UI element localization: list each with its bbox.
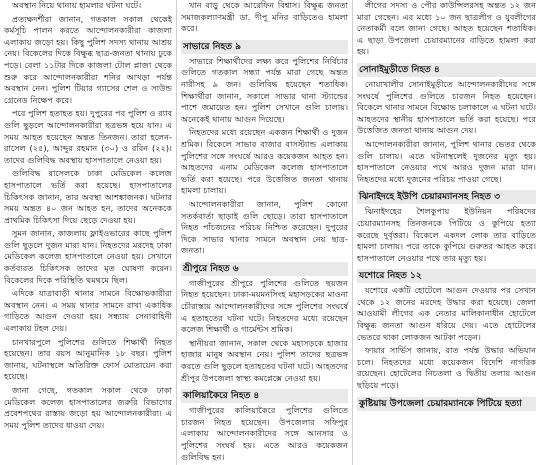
article-paragraph: সাভারে শিক্ষার্থীদের লক্ষ্য করে পুলিশের নির্বিচার গুলিতে গতকাল সন্ধ্যা পর্যন্ত মারা গেছে অন্তত নারীসহ ৯ জন। গুলিবিদ্ধ হয়েছেন শতাধিক। শিক্ষার্থীরা জানান, সকালে সাভার থানা স্ট্যান্ডের পাশে জমায়েত হন। পুলিশ সেখানে গুলি চালায়। অনেকেই থানায় আগুন দিয়েছে। <box>181 55 348 124</box>
column-body <box>4 0 172 431</box>
article-paragraph: সুমন জানান, কাজলায় ফ্লাইওভারের কাছে পুলিশ গুলি ছুড়লে দুজন মারা যান। নিহতদের মরদেহ ঢাকা মেডিকেল কলেজ হাসপাতালে নেওয়া হয়। সেখানে কর্তব্যরত চিকিৎসক তাদের মৃত ঘোষণা করেন। বিকেলের দিকে পরিস্থিতি থমথমে ছিল। <box>4 228 172 285</box>
article-paragraph: আন্দোলনকারীরা জানান, পুলিশ থানার ভেতর থেকে গুলি চালায়। এতে ঘটনাস্থলেই দুজনের মৃত্যু হয়। হাসপাতালে নেওয়ার পথে আরও দুজন মারা যান। নিহতদের মধ্যে দুজনের পরিচয় পাওয়া গেছে। <box>357 138 536 184</box>
article-paragraph: গাজীপুরের কালিয়াকৈরে পুলিশের গুলিতে চারজন নিহত হয়েছেন। উপজেলার সফিপুর এলাকায় আন্দোলনকারীদের সঙ্গে আনসার ও পুলিশের সংঘর্ষ হয়। এতে আরও কয়েকজন গুলিবিদ্ধ হন। <box>181 405 348 462</box>
column-body <box>181 0 348 463</box>
column-3 <box>352 0 540 465</box>
article-paragraph: চানখারপুলে পুলিশের গুলিতে শিক্ষার্থী নিহত হয়েছেন। তার বয়স আনুমানিক ১৮ বছর। পুলিশ জানায়, ঘটনাস্থলে অতিরিক্ত ফোর্স মোতায়েন করা হয়েছে। <box>4 336 172 382</box>
section-heading: ঝিনাইদহে ইউপি চেয়ারম্যানসহ নিহত ৩ <box>357 190 536 204</box>
article-paragraph: যশোরে একটি হোটেলে আগুন দেওয়ার পর সেখান থেকে ১২ জনের মরদেহ উদ্ধার করা হয়েছে। জেলা আওয়ামী লীগের এক নেতার মালিকানাধীন হোটেলে বিক্ষুব্ধ জনতা আগুন ধরিয়ে দেয়। এতে হোটেলের ভেতরে থাকা লোকজন আটকা পড়েন। <box>357 285 536 342</box>
article-paragraph: গুলিবিদ্ধ রাসেলকে ঢাকা মেডিকেল কলেজ হাসপাতালে ভর্তি করা হয়েছে। হাসপাতালের চিকিৎসক জানান, তার অবস্থা আশঙ্কাজনক। ঘটনার সময় অন্তত ৪০ জন আহত হন, তাদের অনেককে প্রাথমিক চিকিৎসা দিয়ে ছেড়ে দেওয়া হয়। <box>4 168 172 225</box>
article-paragraph: জানা গেছে, গতকাল সকাল থেকে ঢাকা মেডিকেল কলেজ হাসপাতালের জরুরি বিভাগের প্রবেশপথের রাস্তায় জড়ো হয় আন্দোলনকারীরা। এ সময় পুলিশ তাদের ধাওয়া দেয়। <box>4 385 172 430</box>
section-heading: কালিয়াকৈরে নিহত ৪ <box>181 389 348 403</box>
article-paragraph: লীগের সদস্য ও পৌর কাউন্সিলরসহ অন্তত ১২ জন মারা গেছেন। এর মধ্যে ১০ জন ছাত্রলীগ ও যুবলীগের নেতাকর্মী বলে জানা গেছে। আহত হয়েছেন শতাধিক। এ ছাড়া উপজেলা চেয়ারম্যানের বাড়িতে হামলা করা হয়। <box>357 0 536 57</box>
section-heading: যশোরে নিহত ১২ <box>357 269 536 283</box>
section-heading: কুষ্টিয়ায় উপজেলা চেয়ারম্যানকে পিটিয়ে হত্যা <box>357 397 536 411</box>
section-heading: সোনাইমুড়ীতে নিহত ৪ <box>357 63 536 77</box>
section-heading: শ্রীপুরে নিহত ৬ <box>181 262 348 276</box>
article-paragraph: ফায়ার সার্ভিস জানায়, রাত পর্যন্ত উদ্ধার অভিযান চলে। নিহতদের মধ্যে কয়েকজন বিদেশি নাগরিক রয়েছেন। হোটেলের নিচতলা ও দ্বিতীয় তলায় আগুন ছড়িয়ে পড়ে। <box>357 345 536 391</box>
column-2 <box>176 0 352 465</box>
article-paragraph: প্রত্যক্ষদর্শীরা জানান, গতকাল সকাল থেকেই কর্মসূচি পালন করতে আন্দোলনকারীরা কাজলা এলাকায় জড়ো হয়। কিছু পুলিশ সদস্য থানায় আশ্রয় নেয়। বিকেলের দিকে বিক্ষুব্ধ ছাত্র-জনতা থানায় ঢুকে পড়ে। বেলা ১১টার দিকে কাজলা টোল প্লাজা থেকে শুরু করে আন্দোলনকারীরা শনির আখড়া পর্যন্ত অবস্থান নেন। পুলিশ টিয়ার গ্যাসের শেল ও সাউন্ড গ্রেনেড নিক্ষেপ করে। <box>4 13 172 105</box>
article-paragraph: পরে পুলিশ হতাহত হয়। দুপুরের পর পুলিশ ও র‍্যাব গুলি ছুড়লে আন্দোলনকারীরা ছত্রভঙ্গ হয়ে যান। এ সময় আহত হয়েছেন অন্তত তিনজন। তারা হলেন- রাসেল (২৫), আব্দুর রহমান (৩০) ও রবিন (২২)। তাদের গুলিবিদ্ধ অবস্থায় হাসপাতালে নেওয়া হয়। <box>4 108 172 165</box>
article-paragraph: আন্দোলনকারীরা জানান, পুলিশ কোনো সতর্কবার্তা ছাড়াই গুলি ছোড়ে। তারা হাসপাতালে নিহত পাঁচজনের পরিচয় নিশ্চিত করেছেন। দুপুরের দিকে সাভার থানার সামনে অবস্থান নেয় ছাত্র-জনতা। <box>181 198 348 256</box>
article-paragraph: স্থানীয়রা জানান, সকাল থেকে মহাসড়কে হাজার হাজার মানুষ অবস্থান নেয়। পুলিশ তাদের ছত্রভঙ্গ করতে গুলি ছুড়লে হতাহতের ঘটনা ঘটে। আহতদের শ্রীপুর উপজেলা স্বাস্থ্য কমপ্লেক্সে নেওয়া হয়। <box>181 337 348 383</box>
column-body <box>357 0 536 411</box>
article-paragraph: অবস্থান নিয়ে থানায় হামলার ঘটনা ঘটে। <box>12 0 142 10</box>
article-paragraph: খান বাড়ু থেকে আরেফিন বিশ্বাস। বিক্ষুব্ধ জনতা সমাজকল্যাণমন্ত্রী ডা. দীপু মনির বাড়িতেও হামলা করে। <box>181 0 348 34</box>
article-paragraph: এদিকে যাত্রাবাড়ী থানার সামনে বিক্ষোভকারীরা অবস্থান নেন। এ সময় থানার সামনে রাখা একাধিক গাড়িতে আগুন দেওয়া হয়। সন্ধ্যায় সেনাবাহিনী এলাকায় টহল দেয়। <box>4 288 172 334</box>
article-paragraph: গাজীপুরের শ্রীপুরে পুলিশের গুলিতে ছয়জন নিহত হয়েছেন। ঢাকা-ময়মনসিংহ মহাসড়কের মাওনা চৌরাস্তায় আন্দোলনকারীদের সঙ্গে পুলিশের সংঘর্ষে এ হতাহতের ঘটনা ঘটে। নিহতদের মধ্যে রয়েছেন কলেজ শিক্ষার্থী ও গার্মেন্টস শ্রমিক। <box>181 277 348 335</box>
column-1 <box>0 0 176 465</box>
section-heading: সাভারে নিহত ৯ <box>181 40 348 54</box>
article-paragraph: ঝিনাইদহের শৈলকুপায় ইউনিয়ন পরিষদের চেয়ারম্যানসহ তিনজনকে পিটিয়ে ও কুপিয়ে হত্যা করেছে দুর্বৃত্তরা। বিকেলে একদল লোক তার বাড়িতে হামলা চালায়। পরে তাকে কুপিয়ে গুরুতর আহত করে। হাসপাতালে নেওয়ার পথে তার মৃত্যু হয়। <box>357 206 536 263</box>
article-paragraph: নোয়াখালীর সোনাইমুড়ীতে আন্দোলনকারীদের সঙ্গে সংঘর্ষে পুলিশের গুলিতে চারজন নিহত হয়েছেন। বিকেলে থানার সামনে বিক্ষোভ চলাকালে এ ঘটনা ঘটে। আহতদের স্থানীয় হাসপাতালে ভর্তি করা হয়েছে। পরে উত্তেজিত জনতা থানায় আগুন দেয়। <box>357 78 536 136</box>
article-paragraph: নিহতদের মধ্যে রয়েছেন একজন শিক্ষার্থী ও দুজন শ্রমিক। বিকেলে সাভার বাজার বাসস্ট্যান্ড এলাকায় পুলিশের সঙ্গে সংঘর্ষে আরও কয়েকজন আহত হন। আহতদের এনাম মেডিকেল কলেজ হাসপাতালে ভর্তি করা হয়েছে। পরে উত্তেজিত জনতা থানায় হামলা চালায়। <box>181 127 348 196</box>
